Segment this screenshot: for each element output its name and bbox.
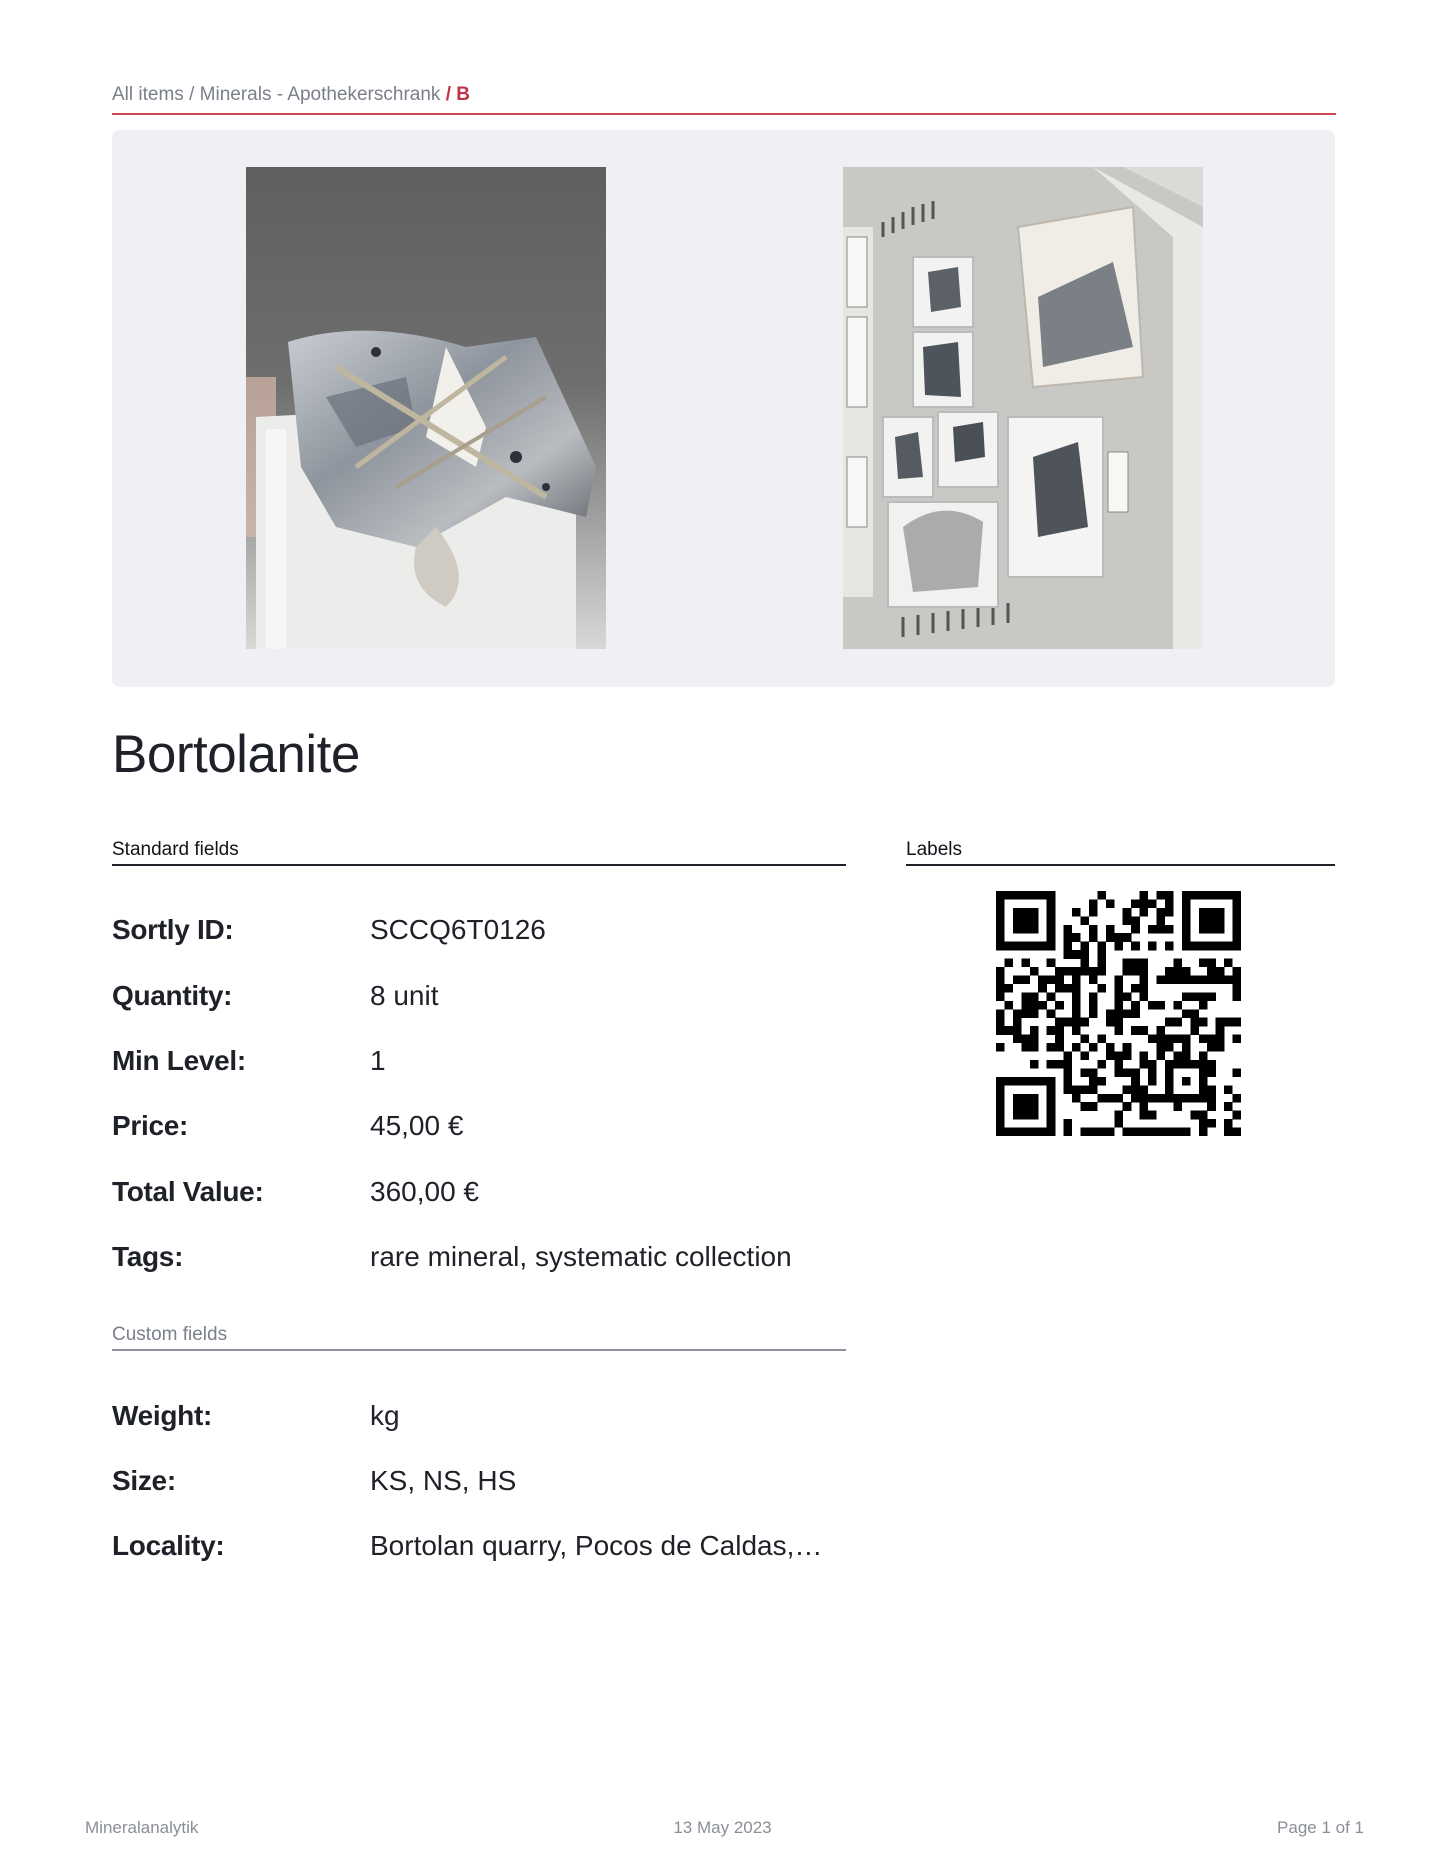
breadcrumb-current-label: / B <box>445 84 470 105</box>
item-photo-1[interactable] <box>246 167 606 649</box>
qr-code-graphic <box>996 891 1241 1136</box>
breadcrumb-current <box>446 84 470 105</box>
field-value: KS, NS, HS <box>370 1465 517 1496</box>
field-row-size <box>112 1461 852 1501</box>
field-label: Total Value: <box>112 1176 264 1207</box>
item-title: Bortolanite <box>112 725 360 784</box>
footer-company: Mineralanalytik <box>85 1818 199 1837</box>
field-row-quantity <box>112 976 852 1016</box>
field-label: Quantity: <box>112 980 233 1011</box>
field-row-price <box>112 1106 852 1146</box>
field-value: 1 <box>370 1045 386 1076</box>
qr-code-icon <box>996 891 1241 1136</box>
standard-fields-divider <box>112 864 846 866</box>
field-value: rare mineral, systematic collection <box>370 1241 792 1272</box>
field-value: SCCQ6T0126 <box>370 914 546 945</box>
photo-gallery <box>112 130 1335 687</box>
breadcrumb-divider <box>112 113 1336 115</box>
field-label: Sortly ID: <box>112 914 234 945</box>
footer-date: 13 May 2023 <box>673 1818 772 1837</box>
field-value: 45,00 € <box>370 1110 464 1141</box>
field-value: kg <box>370 1400 400 1431</box>
standard-fields-heading: Standard fields <box>112 839 239 860</box>
field-row-total-value <box>112 1172 852 1212</box>
field-row-sortly-id <box>112 910 852 950</box>
field-label: Tags: <box>112 1241 184 1272</box>
field-label: Size: <box>112 1465 176 1496</box>
drawer-photo-image <box>843 167 1203 649</box>
field-value: 8 unit <box>370 980 439 1011</box>
footer-page-number: Page 1 of 1 <box>1277 1818 1364 1837</box>
field-label: Weight: <box>112 1400 213 1431</box>
field-row-min-level <box>112 1041 852 1081</box>
custom-fields-divider <box>112 1349 846 1351</box>
field-label: Min Level: <box>112 1045 246 1076</box>
field-row-locality <box>112 1526 852 1566</box>
field-value: Bortolan quarry, Pocos de Caldas,… <box>370 1530 823 1561</box>
breadcrumb-folder[interactable]: Minerals - Apothekerschrank <box>199 84 441 105</box>
breadcrumb-separator: / <box>189 84 200 105</box>
field-row-tags <box>112 1237 852 1277</box>
mineral-photo-image <box>246 167 606 649</box>
item-photo-2[interactable] <box>843 167 1203 649</box>
field-label: Price: <box>112 1110 189 1141</box>
field-row-weight <box>112 1396 852 1436</box>
breadcrumb-all-items[interactable]: All items <box>112 84 184 105</box>
breadcrumb <box>112 84 1336 106</box>
labels-heading: Labels <box>906 839 962 860</box>
custom-fields-heading: Custom fields <box>112 1324 228 1345</box>
field-value: 360,00 € <box>370 1176 479 1207</box>
field-label: Locality: <box>112 1530 225 1561</box>
labels-divider <box>906 864 1335 866</box>
